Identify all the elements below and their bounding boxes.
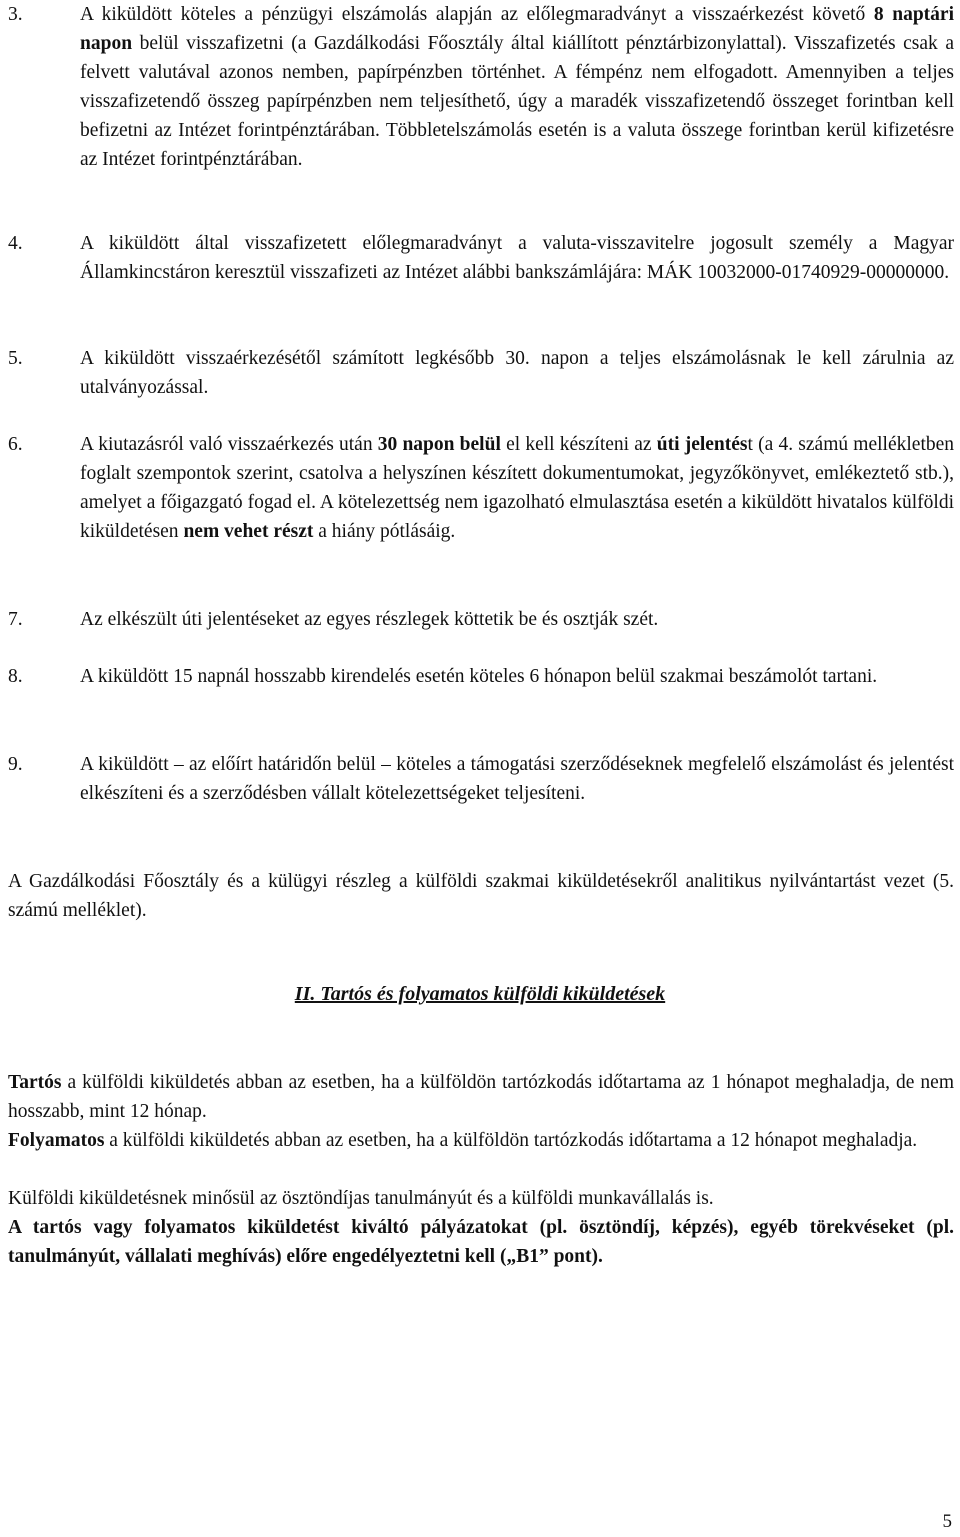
text-run: Az elkészült úti jelentéseket az egyes részlegek köttetik be és osztják szét. — [80, 609, 659, 630]
list-item-9 — [8, 750, 954, 808]
list-text — [80, 344, 954, 402]
text-run: a külföldi kiküldetés abban az esetben, ha a külföldön tartózkodás időtartama a 12 hónapot meghaladja. — [104, 1130, 918, 1151]
list-item-3 — [8, 0, 954, 174]
page-number: 5 — [942, 1511, 952, 1532]
list-number: 7. — [8, 609, 23, 630]
bold-text: nem vehet részt — [183, 521, 314, 542]
list-item-4 — [8, 229, 954, 287]
list-text — [80, 430, 954, 546]
text-run: A kiküldött – az előírt határidőn belül – köteles a támogatási szerződéseknek megfelelő elszámolást és jelentést elkészíteni és a szerződésben vállalt kötelezettségeket teljesíteni. — [80, 754, 954, 804]
paragraph-gazdalkodasi: A Gazdálkodási Főosztály és a külügyi részleg a külföldi szakmai kiküldetésekről analitikus nyilvántartást vezet (5. számú melléklet). — [8, 871, 954, 921]
bold-text: Tartós — [8, 1072, 62, 1093]
list-number: 9. — [8, 754, 23, 775]
definition-tartos — [8, 1068, 954, 1126]
list-text — [80, 750, 954, 808]
list-number: 4. — [8, 233, 23, 254]
list-item-6 — [8, 430, 954, 546]
text-run: A kiküldött köteles a pénzügyi elszámolás alapján az előlegmaradványt a visszaérkezést követő — [80, 4, 874, 25]
text-run: A kiküldött által visszafizetett előlegmaradványt a valuta-visszavitelre jogosult személy a Magyar Államkincstáron keresztül visszafizeti az Intézet alábbi bankszámlájára: MÁK 10032000-01740929-00000000. — [80, 233, 954, 283]
text-run: belül visszafizetni (a Gazdálkodási Főosztály által kiállított pénztárbizonylattal). Visszafizetés csak a felvett valutával azonos nemben, papírpénzben történhet. A fémpénz nem elfogadott. Amennyiben a teljes visszafizetendő összeg papírpénzben nem teljesíthető, úgy a maradék visszafizetendő összeget forintban kell befizetni az Intézet forintpénztárában. Többletelszámolás esetén is a valuta összege forintban kerül kifizetésre az Intézet forintpénztárában. — [80, 33, 954, 170]
list-number: 3. — [8, 4, 23, 25]
list-number: 8. — [8, 666, 23, 687]
text-run: el kell készíteni az — [500, 434, 657, 455]
text-run: A kiküldött visszaérkezésétől számított legkésőbb 30. napon a teljes elszámolásnak le kell zárulnia az utalványozással. — [80, 348, 954, 398]
text-run: t (a 4. számú mellékletben foglalt szempontok szerint, csatolva a helyszínen készített dokumentumokat, jegyzőkönyvet, emlékeztető stb.), amelyet a főigazgató fogad el. A kötelezettség nem igazolható elmulasztása esetén a kiküldött hivatalos külföldi kiküldetésen — [80, 434, 955, 542]
list-item-7 — [8, 605, 954, 634]
section-heading: II. Tartós és folyamatos külföldi kiküldetések — [294, 983, 666, 1005]
list-text — [80, 662, 954, 691]
list-text — [80, 0, 954, 174]
definition-folyamatos — [8, 1126, 954, 1155]
text-run: A kiküldött 15 napnál hosszabb kirendelés esetén köteles 6 hónapon belül szakmai beszámolót tartani. — [80, 666, 878, 687]
list-text — [80, 229, 954, 287]
bold-text: úti jelentés — [656, 434, 748, 455]
list-number: 6. — [8, 434, 23, 455]
list-item-8 — [8, 662, 954, 691]
text-run: A kiutazásról való visszaérkezés után — [80, 434, 378, 455]
list-number: 5. — [8, 348, 23, 369]
list-item-5 — [8, 344, 954, 402]
text-run: a külföldi kiküldetés abban az esetben, ha a külföldön tartózkodás időtartama az 1 hónapot meghaladja, de nem hosszabb, mint 12 hónap. — [8, 1072, 954, 1122]
bold-text: 8 naptári napon — [80, 4, 954, 54]
text-run: a hiány pótlásáig. — [313, 521, 456, 542]
definition-kulfoldi: Külföldi kiküldetésnek minősül az ösztöndíjas tanulmányút és a külföldi munkavállalás is. — [8, 1188, 714, 1209]
bold-text: 30 napon belül — [377, 434, 501, 455]
list-text — [80, 605, 954, 634]
bold-text: Folyamatos — [8, 1130, 105, 1151]
definition-palyazat: A tartós vagy folyamatos kiküldetést kiváltó pályázatokat (pl. ösztöndíj, képzés), egyéb törekvéseket (pl. tanulmányút, vállalati meghívás) előre engedélyeztetni kell („B1” pont). — [8, 1217, 954, 1267]
